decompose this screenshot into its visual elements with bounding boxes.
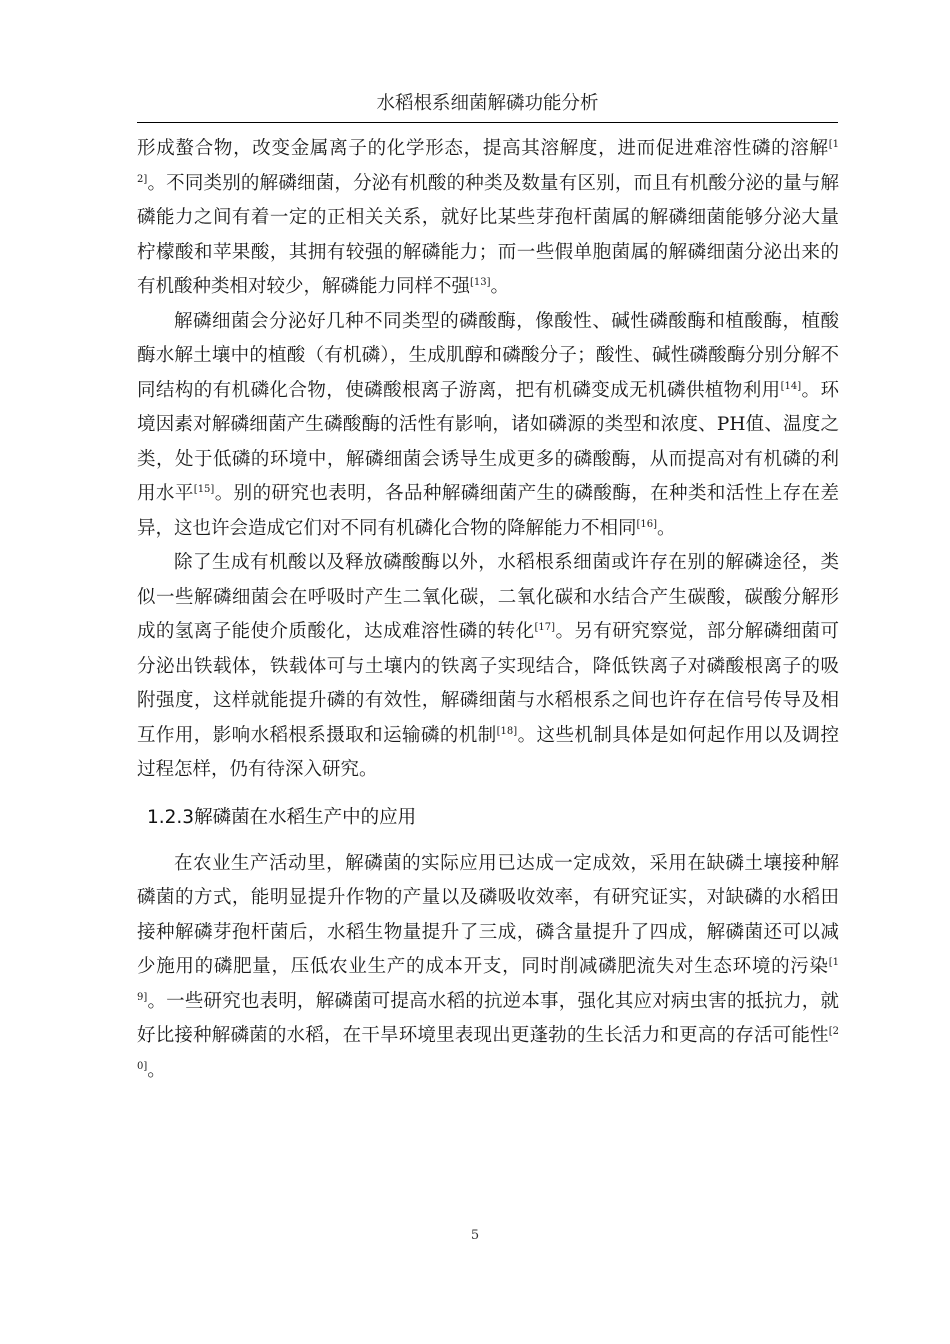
- citation-marker: [19]: [137, 957, 839, 1003]
- paragraph-text: 。另有研究察觉，部分解磷细菌可分泌出铁载体，铁载体可与土壤内的铁离子实现结合，降低铁离子对磷酸根离子的吸附强度，这样就能提升磷的有效性，解磷细菌与水稻根系之间也许存在信号传导及相互作用，影响水稻根系摄取和运输磷的机制: [137, 621, 839, 746]
- citation-marker: [18]: [496, 725, 518, 737]
- paragraph-2: [137, 305, 839, 547]
- running-header: 水稻根系细菌解磷功能分析: [137, 88, 838, 123]
- section-heading: 1.2.3解磷菌在水稻生产中的应用: [147, 806, 417, 828]
- paragraph-text: 。一些研究也表明，解磷菌可提高水稻的抗逆本事，强化其应对病虫害的抵抗力，就好比接种解磷菌的水稻，在干旱环境里表现出更蓬勃的生长活力和更高的存活可能性: [137, 990, 839, 1046]
- citation-marker: [15]: [193, 484, 215, 495]
- page-body: [137, 132, 839, 1088]
- paragraph-text: 。别的研究也表明，各品种解磷细菌产生的磷酸酶，在种类和活性上存在差异，这也许会造成它们对不同有机磷化合物的降解能力不相同: [137, 483, 839, 539]
- page-number: 5: [470, 1228, 480, 1243]
- paragraph-1: [137, 132, 839, 305]
- paragraph-text: 。不同类别的解磷细菌，分泌有机酸的种类及数量有区别，而且有机酸分泌的量与解磷能力之间有着一定的正相关关系，就好比某些芽孢杆菌属的解磷细菌能够分泌大量柠檬酸和苹果酸，其拥有较强的解磷能力；而一些假单胞菌属的解磷细菌分泌出来的有机酸种类相对较少，解磷能力同样不强: [137, 172, 839, 297]
- paragraph-text: 。: [147, 1059, 166, 1081]
- paragraph-3: [137, 546, 839, 788]
- paragraph-4: [137, 847, 839, 1089]
- paragraph-text: 形成螯合物，改变金属离子的化学形态，提高其溶解度，进而促进难溶性磷的溶解: [137, 138, 829, 159]
- citation-marker: [20]: [137, 1026, 839, 1072]
- paragraph-text: 除了生成有机酸以及释放磷酸酶以外，水稻根系细菌或许存在别的解磷途径，类似一些解磷细菌会在呼吸时产生二氧化碳，二氧化碳和水结合产生碳酸，碳酸分解形成的氢离子能使介质酸化，达成难溶性磷的转化: [137, 552, 839, 642]
- paragraph-text: 。这些机制具体是如何起作用以及调控过程怎样，仍有待深入研究。: [137, 724, 839, 780]
- citation-marker: [17]: [534, 622, 556, 633]
- citation-marker: [12]: [137, 139, 839, 185]
- paragraph-text: 在农业生产活动里，解磷菌的实际应用已达成一定成效，采用在缺磷土壤接种解磷菌的方式，能明显提升作物的产量以及磷吸收效率，有研究证实，对缺磷的水稻田接种解磷芽孢杆菌后，水稻生物量提升了三成，磷含量提升了四成，解磷菌还可以减少施用的磷肥量，压低农业生产的成本开支，同时削减磷肥流失对生态环境的污染: [137, 852, 839, 977]
- paragraph-text: 。环境因素对解磷细菌产生磷酸酶的活性有影响，诸如磷源的类型和浓度、PH值、温度之类，处于低磷的环境中，解磷细菌会诱导生成更多的磷酸酶，从而提高对有机磷的利用水平: [137, 379, 839, 504]
- paragraph-text: 解磷细菌会分泌好几种不同类型的磷酸酶，像酸性、碱性磷酸酶和植酸酶，植酸酶水解土壤中的植酸（有机磷），生成肌醇和磷酸分子；酸性、碱性磷酸酶分别分解不同结构的有机磷化合物，使磷酸根离子游离，把有机磷变成无机磷供植物利用: [137, 310, 839, 401]
- citation-marker: [13]: [470, 277, 491, 288]
- paragraph-text: 。: [490, 276, 510, 297]
- citation-marker: [16]: [636, 518, 658, 530]
- citation-marker: [14]: [780, 380, 802, 392]
- paragraph-text: 。: [657, 517, 676, 539]
